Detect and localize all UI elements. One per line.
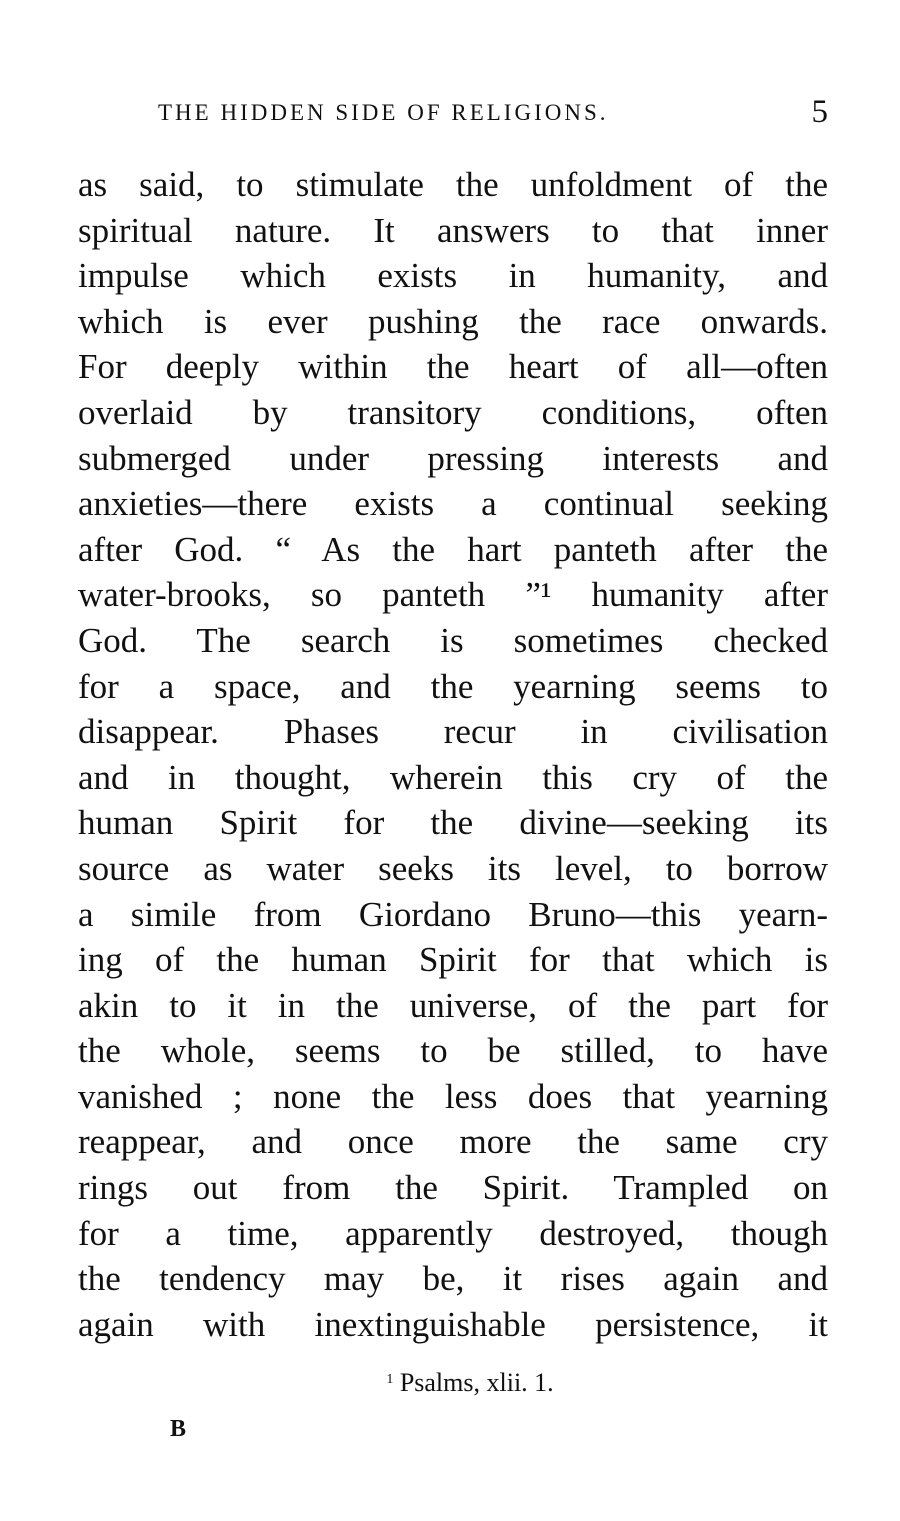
- text-line: akin to it in the universe, of the part for: [78, 985, 828, 1025]
- text-line: source as water seeks its level, to borrow: [78, 848, 828, 888]
- text-line: submerged under pressing interests and: [78, 438, 828, 478]
- text-line: after God. “ As the hart panteth after the: [78, 529, 828, 569]
- text-line: and in thought, wherein this cry of the: [78, 757, 828, 797]
- text-line: water-brooks, so panteth ”¹ humanity after: [78, 575, 828, 615]
- text-line: overlaid by transitory conditions, often: [78, 392, 828, 432]
- footnote-text: Psalms, xlii. 1.: [399, 1368, 554, 1397]
- text-line: spiritual nature. It answers to that inner: [78, 210, 828, 250]
- text-line: anxieties—there exists a continual seeking: [78, 484, 828, 524]
- body-text: [78, 162, 828, 1347]
- text-line: a simile from Giordano Bruno—this yearn-: [78, 894, 828, 934]
- text-line: For deeply within the heart of all—often: [78, 347, 828, 387]
- text-line: which is ever pushing the race onwards.: [78, 301, 828, 341]
- text-line: vanished ; none the less does that yearning: [78, 1076, 828, 1116]
- page-number: 5: [811, 94, 828, 130]
- text-line: for a time, apparently destroyed, though: [78, 1213, 828, 1253]
- text-line: disappear. Phases recur in civilisation: [78, 712, 828, 752]
- text-line: for a space, and the yearning seems to: [78, 666, 828, 706]
- text-line: impulse which exists in humanity, and: [78, 256, 828, 296]
- text-line: as said, to stimulate the unfoldment of the: [78, 165, 828, 204]
- text-line: human Spirit for the divine—seeking its: [78, 803, 828, 843]
- text-line: God. The search is sometimes checked: [78, 620, 828, 660]
- text-line: the tendency may be, it rises again and: [78, 1259, 828, 1299]
- text-line: again with inextinguishable persistence, it: [78, 1304, 828, 1344]
- signature-mark: B: [170, 1416, 187, 1442]
- text-line: reappear, and once more the same cry: [78, 1122, 828, 1162]
- running-title: THE HIDDEN SIDE OF RELIGIONS.: [158, 100, 609, 125]
- text-line: ing of the human Spirit for that which is: [78, 940, 828, 980]
- footnote: [0, 1368, 900, 1398]
- text-line: the whole, seems to be stilled, to have: [78, 1031, 828, 1071]
- running-header: [158, 94, 828, 134]
- text-line: rings out from the Spirit. Trampled on: [78, 1168, 828, 1208]
- footnote-marker: 1: [386, 1372, 394, 1387]
